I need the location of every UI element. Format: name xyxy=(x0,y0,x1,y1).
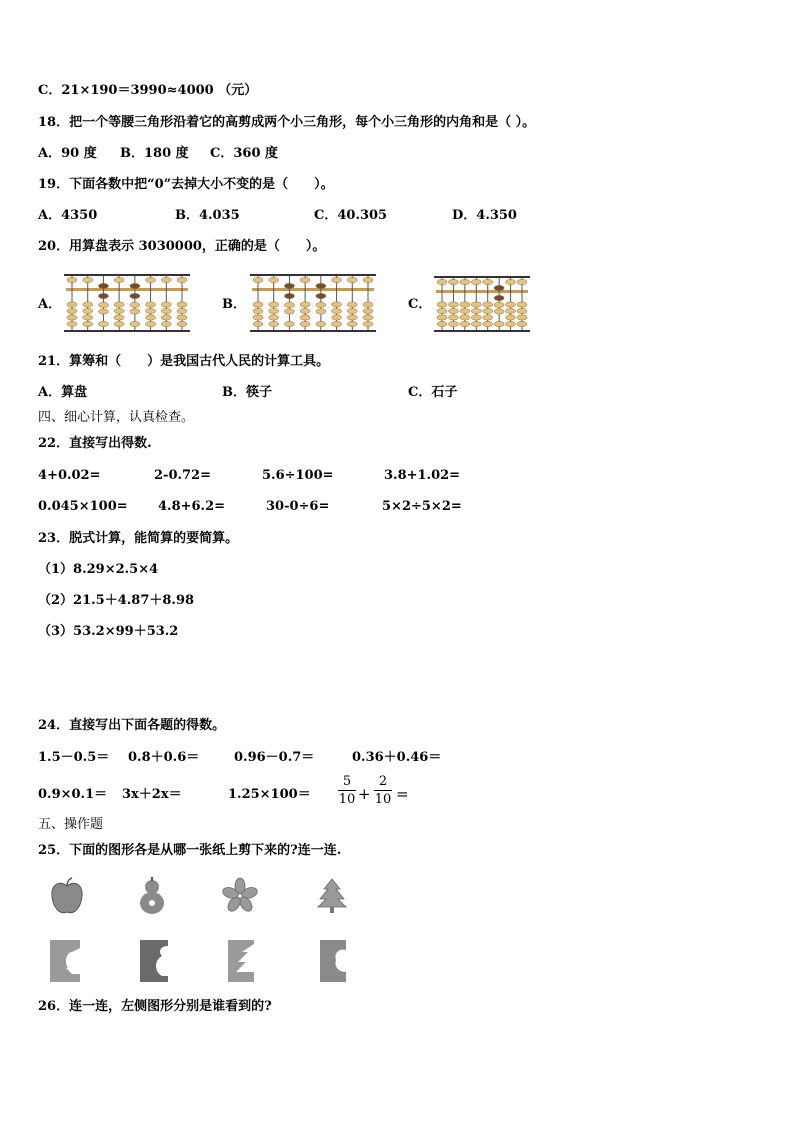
q26-stem: 26．连一连，左侧图形分别是谁看到的? xyxy=(38,999,272,1014)
q23-stem: 23．脱式计算，能简算的要简算。 xyxy=(38,531,239,546)
paper-gourd-cutout-icon xyxy=(140,940,168,982)
q17-option-c: C．21×190＝3990≈4000 （元） xyxy=(38,83,258,98)
fraction-numerator: 2 xyxy=(378,774,388,789)
flower-icon xyxy=(222,878,258,914)
paper-apple-cutout-icon xyxy=(320,940,346,982)
abacus-c-icon xyxy=(434,276,530,332)
q21-option-a: A．算盘 xyxy=(38,385,88,400)
gourd-icon xyxy=(138,877,166,915)
q24-r1-item2: 0.8＋0.6＝ xyxy=(128,750,200,765)
paper-flower-cutout-icon xyxy=(50,940,80,982)
q24-fraction-plus: + xyxy=(358,785,371,803)
q22-r1-item3: 5.6÷100= xyxy=(262,468,334,483)
q19-option-a: A．4350 xyxy=(38,208,98,223)
q22-r1-item4: 3.8+1.02= xyxy=(384,468,461,483)
q24-r1-item1: 1.5－0.5＝ xyxy=(38,750,110,765)
q22-r1-item1: 4+0.02= xyxy=(38,468,101,483)
q22-r2-item1: 0.045×100= xyxy=(38,499,128,514)
q20-option-b: B． xyxy=(222,297,246,312)
q18-option-a: A．90 度 xyxy=(38,146,97,161)
section-4-heading: 四、细心计算，认真检查。 xyxy=(38,410,195,425)
q21-option-c: C．石子 xyxy=(408,385,458,400)
q24-r2-item3: 1.25×100＝ xyxy=(228,787,311,802)
q22-r1-item2: 2-0.72= xyxy=(154,468,211,483)
q24-r2-item2: 3x＋2x＝ xyxy=(122,787,182,802)
q19-option-c: C．40.305 xyxy=(314,208,388,223)
q19-option-b: B．4.035 xyxy=(175,208,240,223)
abacus-b-icon xyxy=(250,274,376,332)
q23-item1: （1）8.29×2.5×4 xyxy=(38,562,159,577)
q18-option-b: B．180 度 xyxy=(120,146,189,161)
q21-stem: 21．算筹和（ ）是我国古代人民的计算工具。 xyxy=(38,354,330,369)
fraction-numerator: 5 xyxy=(342,774,352,789)
q25-stem: 25．下面的图形各是从哪一张纸上剪下来的?连一连. xyxy=(38,843,342,858)
q24-fraction-2 xyxy=(374,774,392,807)
q23-item2: （2）21.5＋4.87＋8.98 xyxy=(38,593,195,608)
paper-tree-cutout-icon xyxy=(228,940,254,982)
q22-stem: 22．直接写出得数. xyxy=(38,436,152,451)
q24-fraction-1 xyxy=(338,774,356,807)
section-5-heading: 五、操作题 xyxy=(38,817,104,832)
q18-option-c: C．360 度 xyxy=(210,146,279,161)
q24-fraction-equals: = xyxy=(396,785,409,803)
q23-item3: （3）53.2×99＋53.2 xyxy=(38,624,179,639)
q22-r2-item3: 30-0÷6= xyxy=(266,499,330,514)
fraction-denominator: 10 xyxy=(374,792,392,807)
q24-r1-item4: 0.36＋0.46＝ xyxy=(352,750,442,765)
apple-icon xyxy=(50,878,84,916)
q20-option-a: A． xyxy=(38,297,62,312)
q21-option-b: B．筷子 xyxy=(222,385,272,400)
fraction-denominator: 10 xyxy=(338,792,356,807)
abacus-a-icon xyxy=(64,274,190,332)
q18-stem: 18．把一个等腰三角形沿着它的高剪成两个小三角形，每个小三角形的内角和是（ ）。 xyxy=(38,115,536,130)
q19-option-d: D．4.350 xyxy=(452,208,517,223)
q24-r1-item3: 0.96－0.7＝ xyxy=(234,750,315,765)
q24-stem: 24．直接写出下面各题的得数。 xyxy=(38,718,226,733)
tree-icon xyxy=(316,879,348,913)
q24-r2-item1: 0.9×0.1＝ xyxy=(38,787,108,802)
q22-r2-item2: 4.8+6.2= xyxy=(158,499,226,514)
q20-stem: 20．用算盘表示 3030000，正确的是（ ）。 xyxy=(38,239,326,254)
q19-stem: 19．下面各数中把“0”去掉大小不变的是（ ）。 xyxy=(38,177,334,192)
q22-r2-item4: 5×2÷5×2= xyxy=(382,499,462,514)
q20-option-c: C． xyxy=(408,297,432,312)
